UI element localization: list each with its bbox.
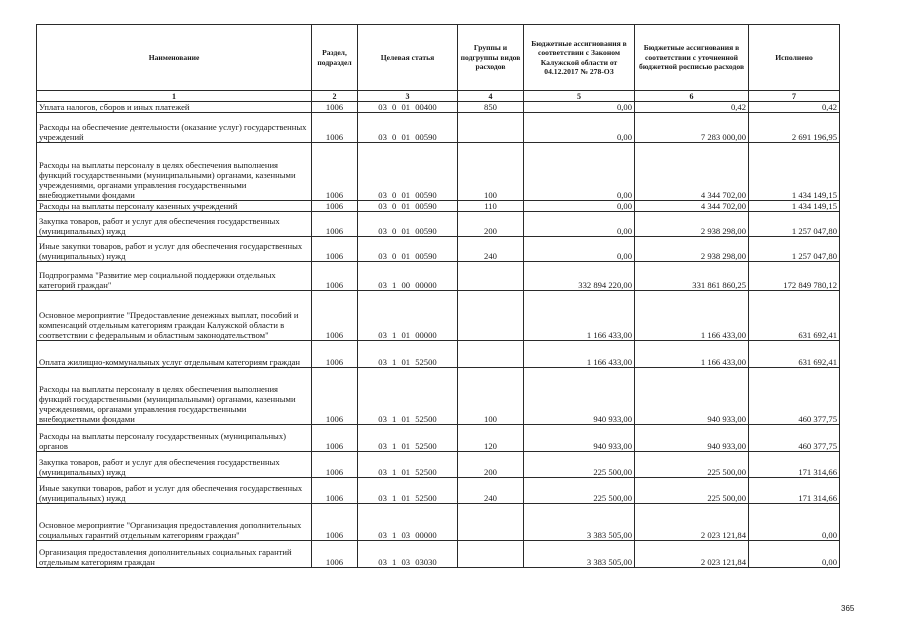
- row-name: Основное мероприятие "Организация предоставления дополнительных социальных гарантий отдельным категориям граждан": [37, 504, 312, 541]
- row-name: Уплата налогов, сборов и иных платежей: [37, 102, 312, 113]
- row-refined: 225 500,00: [635, 478, 749, 504]
- row-group: 850: [458, 102, 524, 113]
- row-target: 03 1 01 52500: [358, 341, 458, 368]
- row-section: 1006: [312, 102, 358, 113]
- column-number-row: [37, 91, 840, 102]
- row-name: Расходы на обеспечение деятельности (оказание услуг) государственных учреждений: [37, 113, 312, 143]
- row-executed: 0,00: [749, 541, 840, 568]
- row-refined: 2 023 121,84: [635, 504, 749, 541]
- row-target: 03 1 03 03030: [358, 541, 458, 568]
- header-executed: Исполнено: [749, 25, 840, 91]
- row-name: Расходы на выплаты персоналу казенных учреждений: [37, 201, 312, 212]
- row-refined: 2 938 298,00: [635, 212, 749, 237]
- row-refined: 225 500,00: [635, 452, 749, 478]
- row-group: 200: [458, 212, 524, 237]
- row-target: 03 0 01 00590: [358, 113, 458, 143]
- row-refined: 2 938 298,00: [635, 237, 749, 262]
- column-number: 1: [37, 91, 312, 102]
- row-section: 1006: [312, 368, 358, 425]
- row-law: 1 166 433,00: [524, 341, 635, 368]
- table-row: [37, 541, 840, 568]
- row-law: 3 383 505,00: [524, 541, 635, 568]
- row-target: 03 1 01 52500: [358, 425, 458, 452]
- row-executed: 171 314,66: [749, 478, 840, 504]
- row-law: 3 383 505,00: [524, 504, 635, 541]
- column-number: 6: [635, 91, 749, 102]
- budget-table: [36, 24, 840, 568]
- row-executed: 1 434 149,15: [749, 143, 840, 201]
- row-target: 03 0 01 00400: [358, 102, 458, 113]
- row-section: 1006: [312, 143, 358, 201]
- row-section: 1006: [312, 478, 358, 504]
- table-row: [37, 452, 840, 478]
- row-executed: 1 257 047,80: [749, 212, 840, 237]
- row-section: 1006: [312, 262, 358, 291]
- table-row: [37, 143, 840, 201]
- row-group: 100: [458, 143, 524, 201]
- row-law: 940 933,00: [524, 368, 635, 425]
- row-law: 1 166 433,00: [524, 291, 635, 341]
- table-row: [37, 262, 840, 291]
- row-executed: 631 692,41: [749, 291, 840, 341]
- row-executed: 460 377,75: [749, 368, 840, 425]
- row-name: Подпрограмма "Развитие мер социальной поддержки отдельных категорий граждан": [37, 262, 312, 291]
- row-section: 1006: [312, 541, 358, 568]
- row-refined: 1 166 433,00: [635, 291, 749, 341]
- row-law: 225 500,00: [524, 452, 635, 478]
- row-executed: 0,00: [749, 504, 840, 541]
- row-section: 1006: [312, 425, 358, 452]
- row-name: Основное мероприятие "Предоставление денежных выплат, пособий и компенсаций отдельным категориям граждан Калужской области в соответствии с федеральным и областным законодательством": [37, 291, 312, 341]
- row-executed: 171 314,66: [749, 452, 840, 478]
- row-target: 03 1 01 00000: [358, 291, 458, 341]
- row-law: 0,00: [524, 102, 635, 113]
- table-row: [37, 291, 840, 341]
- table-row: [37, 478, 840, 504]
- row-law: 332 894 220,00: [524, 262, 635, 291]
- row-section: 1006: [312, 291, 358, 341]
- row-section: 1006: [312, 212, 358, 237]
- row-group: [458, 541, 524, 568]
- column-number: 4: [458, 91, 524, 102]
- column-number: 7: [749, 91, 840, 102]
- row-name: Иные закупки товаров, работ и услуг для обеспечения государственных (муниципальных) нужд: [37, 237, 312, 262]
- row-target: 03 1 01 52500: [358, 368, 458, 425]
- row-group: 100: [458, 368, 524, 425]
- row-group: [458, 504, 524, 541]
- row-name: Расходы на выплаты персоналу в целях обеспечения выполнения функций государственными (муниципальными) органами, казенными учреждениями, органами управления государственными внебюджетными фондами: [37, 143, 312, 201]
- row-target: 03 1 03 00000: [358, 504, 458, 541]
- row-group: 240: [458, 478, 524, 504]
- row-section: 1006: [312, 452, 358, 478]
- row-target: 03 0 01 00590: [358, 237, 458, 262]
- row-executed: 172 849 780,12: [749, 262, 840, 291]
- row-name: Оплата жилищно-коммунальных услуг отдельным категориям граждан: [37, 341, 312, 368]
- column-number: 3: [358, 91, 458, 102]
- row-name: Иные закупки товаров, работ и услуг для обеспечения государственных (муниципальных) нужд: [37, 478, 312, 504]
- row-group: 200: [458, 452, 524, 478]
- table-row: [37, 237, 840, 262]
- row-law: 225 500,00: [524, 478, 635, 504]
- table-row: [37, 102, 840, 113]
- row-refined: 7 283 000,00: [635, 113, 749, 143]
- row-target: 03 0 01 00590: [358, 212, 458, 237]
- row-executed: 631 692,41: [749, 341, 840, 368]
- row-refined: 4 344 702,00: [635, 201, 749, 212]
- table-row: [37, 113, 840, 143]
- row-refined: 4 344 702,00: [635, 143, 749, 201]
- row-name: Закупка товаров, работ и услуг для обеспечения государственных (муниципальных) нужд: [37, 452, 312, 478]
- header-groups: Группы и подгруппы видов расходов: [458, 25, 524, 91]
- row-law: 0,00: [524, 143, 635, 201]
- header-row: [37, 25, 840, 91]
- table-row: [37, 368, 840, 425]
- row-section: 1006: [312, 201, 358, 212]
- row-target: 03 1 00 00000: [358, 262, 458, 291]
- row-executed: 0,42: [749, 102, 840, 113]
- row-group: 240: [458, 237, 524, 262]
- row-target: 03 1 01 52500: [358, 452, 458, 478]
- row-executed: 1 434 149,15: [749, 201, 840, 212]
- row-group: [458, 341, 524, 368]
- row-refined: 331 861 860,25: [635, 262, 749, 291]
- row-name: Расходы на выплаты персоналу в целях обеспечения выполнения функций государственными (муниципальными) органами, казенными учреждениями, органами управления государственными внебюджетными фондами: [37, 368, 312, 425]
- row-name: Организация предоставления дополнительных социальных гарантий отдельным категориям граждан: [37, 541, 312, 568]
- row-target: 03 0 01 00590: [358, 201, 458, 212]
- row-law: 0,00: [524, 237, 635, 262]
- table-row: [37, 504, 840, 541]
- column-number: 2: [312, 91, 358, 102]
- row-executed: 1 257 047,80: [749, 237, 840, 262]
- row-refined: 2 023 121,84: [635, 541, 749, 568]
- table-row: [37, 425, 840, 452]
- row-section: 1006: [312, 341, 358, 368]
- row-target: 03 1 01 52500: [358, 478, 458, 504]
- header-name: Наименование: [37, 25, 312, 91]
- row-law: 0,00: [524, 113, 635, 143]
- row-refined: 1 166 433,00: [635, 341, 749, 368]
- row-group: 120: [458, 425, 524, 452]
- table-row: [37, 341, 840, 368]
- row-group: 110: [458, 201, 524, 212]
- row-group: [458, 262, 524, 291]
- column-number: 5: [524, 91, 635, 102]
- table-row: [37, 201, 840, 212]
- row-section: 1006: [312, 504, 358, 541]
- row-law: 0,00: [524, 201, 635, 212]
- row-refined: 0,42: [635, 102, 749, 113]
- header-target: Целевая статья: [358, 25, 458, 91]
- row-group: [458, 113, 524, 143]
- table-row: [37, 212, 840, 237]
- row-group: [458, 291, 524, 341]
- row-name: Расходы на выплаты персоналу государственных (муниципальных) органов: [37, 425, 312, 452]
- row-law: 0,00: [524, 212, 635, 237]
- row-name: Закупка товаров, работ и услуг для обеспечения государственных (муниципальных) нужд: [37, 212, 312, 237]
- row-refined: 940 933,00: [635, 425, 749, 452]
- header-law: Бюджетные ассигнования в соответствии с Законом Калужской области от 04.12.2017 № 278-ОЗ: [524, 25, 635, 91]
- header-section: Раздел, подраздел: [312, 25, 358, 91]
- page-number: 365: [841, 604, 855, 613]
- row-executed: 2 691 196,95: [749, 113, 840, 143]
- row-refined: 940 933,00: [635, 368, 749, 425]
- header-refined: Бюджетные ассигнования в соответствии с уточненной бюджетной росписью расходов: [635, 25, 749, 91]
- row-section: 1006: [312, 237, 358, 262]
- row-executed: 460 377,75: [749, 425, 840, 452]
- row-target: 03 0 01 00590: [358, 143, 458, 201]
- row-section: 1006: [312, 113, 358, 143]
- row-law: 940 933,00: [524, 425, 635, 452]
